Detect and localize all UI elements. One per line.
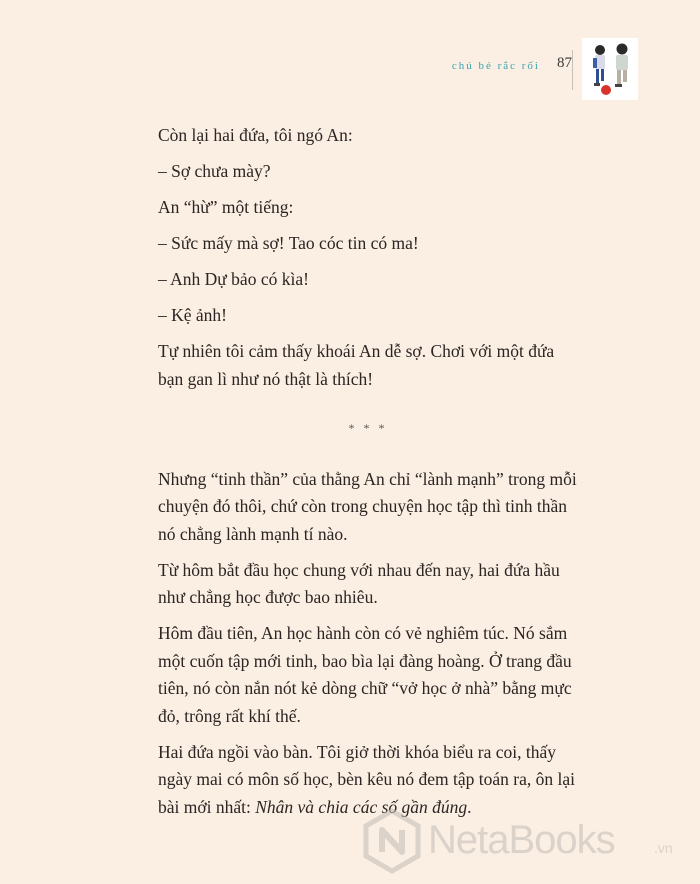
paragraph: Tự nhiên tôi cảm thấy khoái An dễ sợ. Chơi với một đứa bạn gan lì như nó thật là thích! (158, 341, 555, 389)
paragraph: Còn lại hai đứa, tôi ngó An: (158, 125, 353, 145)
paragraph-end: . (467, 796, 472, 817)
body-text (158, 122, 578, 830)
two-kids-playing-ball-illustration (582, 38, 638, 100)
watermark-suffix: .vn (654, 840, 673, 856)
paragraph: Nhưng “tinh thần” của thằng An chỉ “lành mạnh” trong mỗi chuyện đó thôi, chứ còn trong chuyện học tập thì tinh thần nó chẳng lành mạnh tí nào. (158, 468, 577, 544)
page-header (0, 50, 700, 80)
paragraph-text: Hai đứa ngồi vào bàn. Tôi giở thời khóa biểu ra coi, thấy ngày mai có môn số học, bèn kêu nó đem tập toán ra, ôn lại bài mới nhất: (158, 741, 575, 817)
scene-break: * * * (348, 421, 388, 435)
netabooks-logo-icon (362, 808, 422, 874)
watermark-text: NetaBooks (428, 818, 615, 862)
paragraph: An “hừ” một tiếng: (158, 197, 294, 217)
header-divider (572, 50, 573, 90)
paragraph: Hôm đầu tiên, An học hành còn có vẻ nghiêm túc. Nó sắm một cuốn tập mới tinh, bao bìa lại đàng hoàng. Ở trang đầu tiên, nó còn nắn nót kẻ dòng chữ “vở học ở nhà” bằng mực đỏ, trông rất khí thế. (158, 623, 572, 726)
running-title: chú bé rắc rối (451, 60, 540, 72)
lesson-title: Nhân và chia các số gần đúng (255, 796, 468, 817)
page-number: 87 (557, 55, 572, 71)
paragraph: – Sức mấy mà sợ! Tao cóc tin có ma! (158, 233, 419, 253)
watermark (362, 806, 692, 876)
paragraph: Từ hôm bắt đầu học chung với nhau đến nay, hai đứa hầu như chẳng học được bao nhiêu. (158, 559, 560, 607)
paragraph: – Kệ ảnh! (158, 305, 228, 325)
paragraph: – Anh Dự bảo có kìa! (158, 269, 309, 289)
paragraph: – Sợ chưa mày? (158, 161, 271, 181)
